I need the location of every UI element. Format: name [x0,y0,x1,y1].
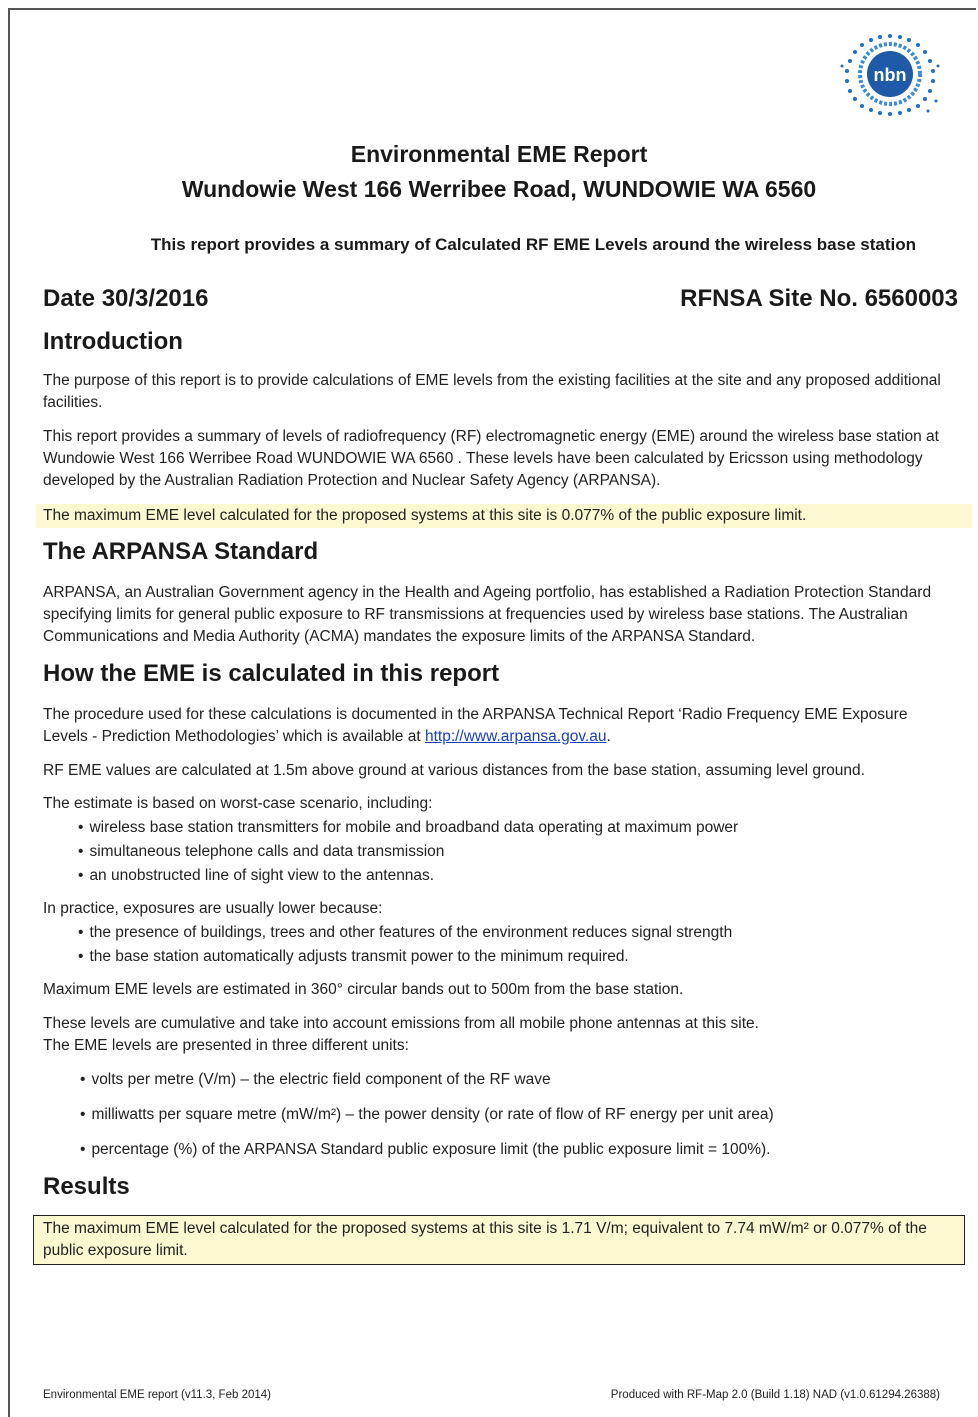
worst-case-item: • wireless base station transmitters for mobile and broadband data operating at maximum power [78,817,738,839]
calculation-paragraph-2: RF EME values are calculated at 1.5m above ground at various distances from the base station, assuming level ground. [43,762,865,779]
footer-produced-with: Produced with RF-Map 2.0 (Build 1.18) NAD (v1.0.61294.26388) [610,1389,940,1401]
standard-paragraph: ARPANSA, an Australian Government agency in the Health and Ageing portfolio, has established a Radiation Protection Standard specifying limits for general public exposure to RF transmissions at frequencies used by wireless base stations. The Australian Communications and Media Authority (ACMA) mandates the exposure limits of the ARPANSA Standard. [43,584,932,645]
calculation-heading: How the EME is calculated in this report [43,660,500,687]
lower-because-item: • the base station automatically adjusts transmit power to the minimum required. [78,946,629,968]
calculation-paragraph-6a: These levels are cumulative and take into account emissions from all mobile phone antennas at this site. [43,1015,759,1032]
report-date: Date 30/3/2016 [43,285,209,312]
introduction-paragraph-2: This report provides a summary of levels of radiofrequency (RF) electromagnetic energy (EME) around the wireless base station at Wundowie West 166 Werribee Road WUNDOWIE WA 6560 . These levels have been calculated by Ericsson using methodology developed by the Australian Radiation Protection and Nuclear Safety Agency (ARPANSA). [43,428,939,489]
standard-heading: The ARPANSA Standard [43,538,319,565]
report-title: Environmental EME Report [350,141,648,167]
calculation-paragraph-1-end: . [606,728,611,745]
arpansa-link[interactable]: http://www.arpansa.gov.au [424,728,607,745]
calculation-paragraph-3: The estimate is based on worst-case scenario, including: [43,795,433,812]
introduction-paragraph-1: The purpose of this report is to provide calculations of EME levels from the existing facilities at the site and any proposed additional facilities. [43,372,941,411]
introduction-heading: Introduction [43,328,183,355]
footer-version: Environmental EME report (v11.3, Feb 2014) [43,1389,271,1401]
results-text: The maximum EME level calculated for the proposed systems at this site is 1.71 V/m; equivalent to 7.74 mW/m² or 0.077% of the public exposure limit. [43,1220,927,1259]
nbn-logo [838,26,942,126]
unit-item: • milliwatts per square metre (mW/m²) – the power density (or rate of flow of RF energy per unit area) [80,1104,774,1126]
nbn-logo-text: nbn [873,65,907,85]
worst-case-item: • an unobstructed line of sight view to the antennas. [78,865,434,887]
calculation-paragraph-1 [43,704,948,748]
calculation-paragraph-1-text: The procedure used for these calculations is documented in the ARPANSA Technical Report ‘Radio Frequency EME Exposure Levels - Prediction Methodologies’ which is available at [43,706,908,745]
results-heading: Results [43,1173,130,1200]
site-number: RFNSA Site No. 6560003 [680,285,958,312]
lower-because-item: • the presence of buildings, trees and other features of the environment reduces signal strength [78,922,732,944]
calculation-paragraph-6b: The EME levels are presented in three different units: [43,1037,409,1054]
highlight-text: The maximum EME level calculated for the proposed systems at this site is 0.077% of the public exposure limit. [43,507,807,524]
report-summary: This report provides a summary of Calculated RF EME Levels around the wireless base station [150,235,916,254]
report-address: Wundowie West 166 Werribee Road, WUNDOWIE WA 6560 [181,176,817,202]
calculation-paragraph-5: Maximum EME levels are estimated in 360° circular bands out to 500m from the base station. [43,981,684,998]
worst-case-item: • simultaneous telephone calls and data transmission [78,841,444,863]
calculation-paragraph-4: In practice, exposures are usually lower because: [43,900,383,917]
unit-item: • volts per metre (V/m) – the electric field component of the RF wave [80,1069,551,1091]
unit-item: • percentage (%) of the ARPANSA Standard public exposure limit (the public exposure limit = 100%). [80,1139,771,1161]
